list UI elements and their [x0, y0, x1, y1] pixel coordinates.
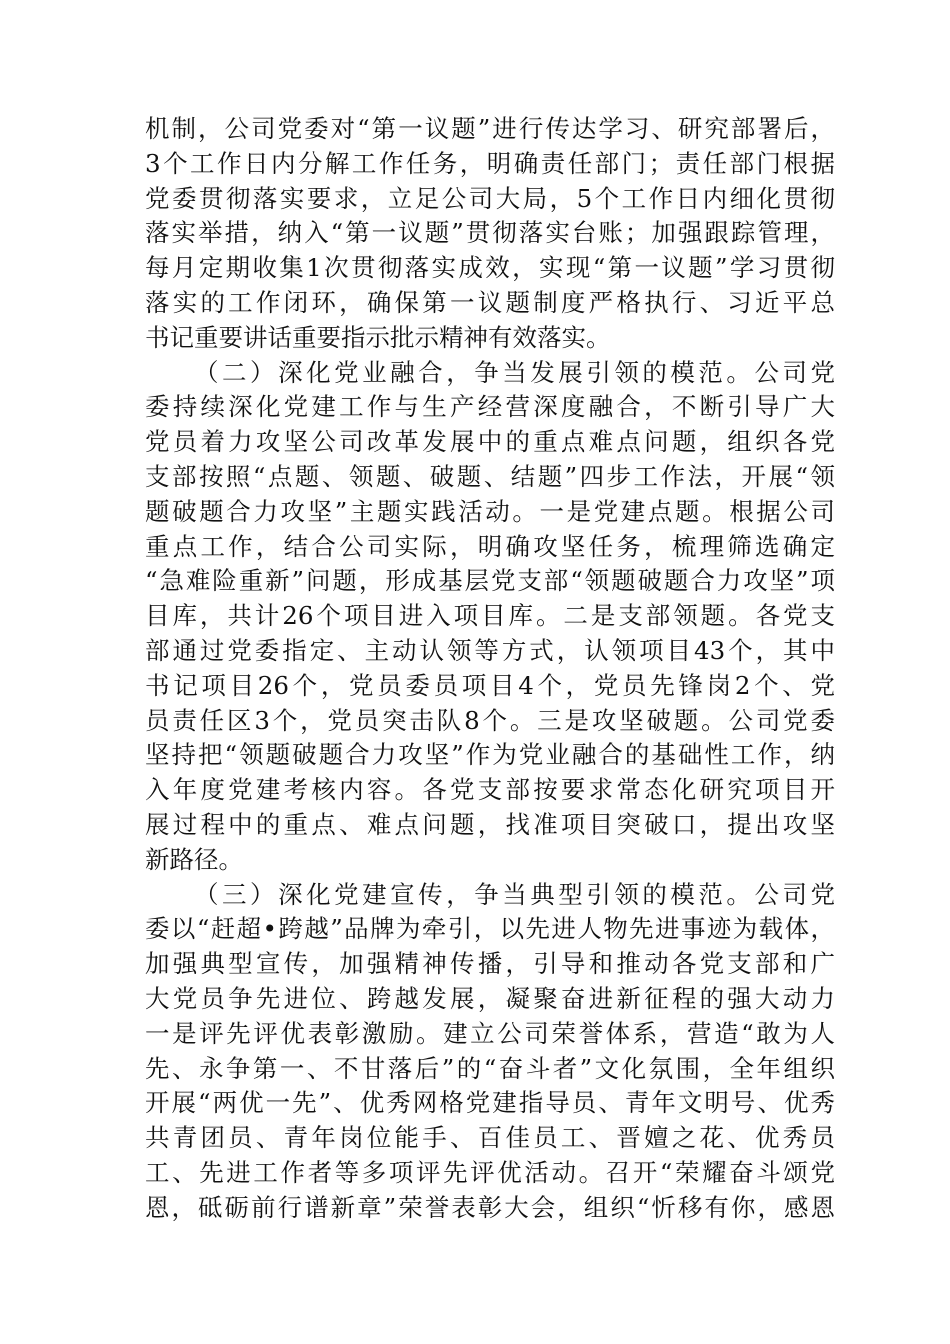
section-heading-line: （二）深化党业融合，争当发展引领的模范。公司党 [194, 357, 835, 387]
text-line: 工、先进工作者等多项评先评优活动。召开“荣耀奋斗颂党 [145, 1157, 835, 1187]
text-line: 大党员争先进位、跨越发展，凝聚奋进新征程的强大动力 [145, 983, 835, 1013]
text-line: 书记项目26个，党员委员项目4个，党员先锋岗2个、党 [145, 670, 835, 700]
text-line: 机制，公司党委对“第一议题”进行传达学习、研究部署后， [145, 114, 835, 143]
text-line: 坚持把“领题破题合力攻坚”作为党业融合的基础性工作，纳 [145, 740, 835, 770]
text-line: 党员着力攻坚公司改革发展中的重点难点问题，组织各党 [145, 427, 835, 457]
text-line: 3个工作日内分解工作任务，明确责任部门；责任部门根据 [145, 148, 835, 178]
body-text [145, 112, 835, 1226]
text-line: 党委贯彻落实要求，立足公司大局，5个工作日内细化贯彻 [145, 183, 835, 213]
text-line: 部通过党委指定、主动认领等方式，认领项目43个，其中 [145, 635, 835, 665]
text-line: “急难险重新”问题，形成基层党支部“领题破题合力攻坚”项 [145, 566, 835, 596]
text-line: 书记重要讲话重要指示批示精神有效落实。 [145, 322, 611, 352]
text-line: 开展“两优一先”、优秀网格党建指导员、青年文明号、优秀 [145, 1088, 835, 1118]
text-line: 入年度党建考核内容。各党支部按要求常态化研究项目开 [145, 775, 835, 805]
text-line: 先、永争第一、不甘落后”的“奋斗者”文化氛围，全年组织 [145, 1053, 835, 1083]
text-line: 共青团员、青年岗位能手、百佳员工、晋嬗之花、优秀员 [145, 1123, 835, 1153]
text-line: 重点工作，结合公司实际，明确攻坚任务，梳理筛选确定 [145, 531, 835, 561]
text-line: 委持续深化党建工作与生产经营深度融合，不断引导广大 [145, 392, 835, 422]
text-line: 加强典型宣传，加强精神传播，引导和推动各党支部和广 [145, 949, 835, 979]
text-line: 委以“赶超•跨越”品牌为牵引，以先进人物先进事迹为载体， [145, 914, 835, 944]
text-line: 落实举措，纳入“第一议题”贯彻落实台账；加强跟踪管理， [145, 218, 835, 248]
text-line: 题破题合力攻坚”主题实践活动。一是党建点题。根据公司 [145, 496, 835, 526]
text-line: 支部按照“点题、领题、破题、结题”四步工作法，开展“领 [145, 461, 835, 491]
text-line: 恩，砥砺前行谱新章”荣誉表彰大会，组织“忻移有你，感恩 [145, 1192, 835, 1222]
text-line: 落实的工作闭环，确保第一议题制度严格执行、习近平总 [145, 287, 835, 317]
text-line: 一是评先评优表彰激励。建立公司荣誉体系，营造“敢为人 [145, 1018, 835, 1048]
text-line: 展过程中的重点、难点问题，找准项目突破口，提出攻坚 [145, 809, 835, 839]
text-line: 目库，共计26个项目进入项目库。二是支部领题。各党支 [145, 601, 835, 631]
text-line: 员责任区3个，党员突击队8个。三是攻坚破题。公司党委 [145, 705, 835, 735]
section-heading-line: （三）深化党建宣传，争当典型引领的模范。公司党 [194, 879, 835, 909]
text-line: 每月定期收集1次贯彻落实成效，实现“第一议题”学习贯彻 [145, 253, 835, 283]
text-line: 新路径。 [145, 844, 243, 874]
